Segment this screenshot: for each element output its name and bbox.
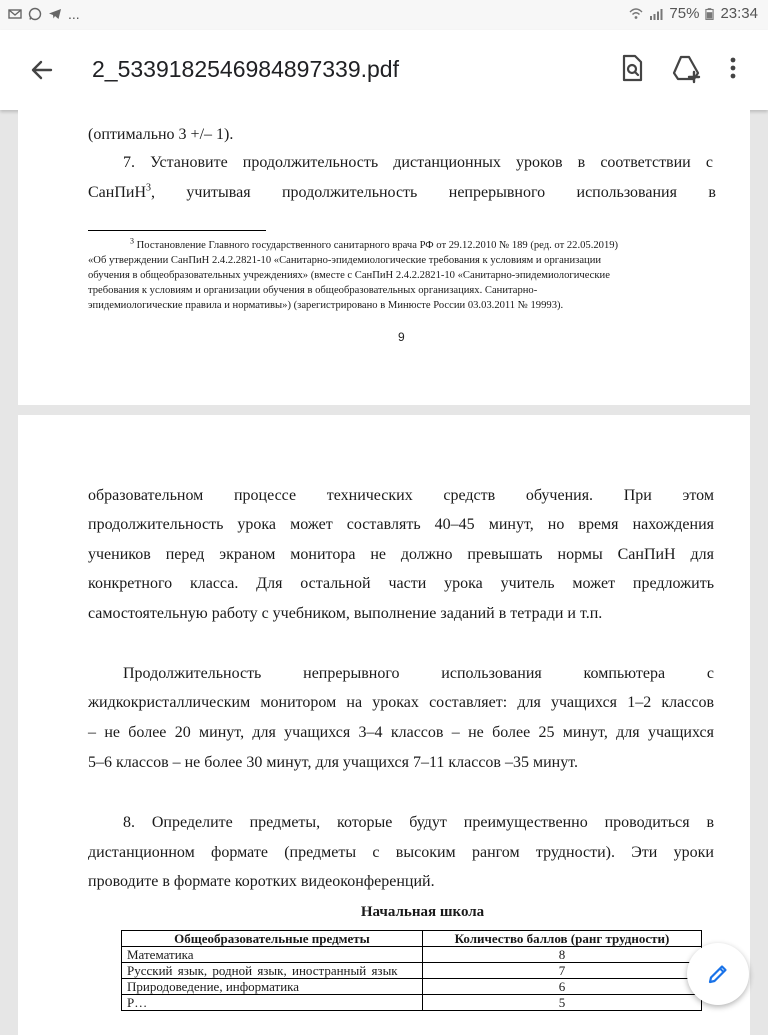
footnote-text: Постановление Главного государственного санитарного врача РФ от 29.12.2010 № 189 (ред. от 22.05.2019) xyxy=(136,240,619,251)
pencil-edit-icon xyxy=(705,961,731,987)
email-icon xyxy=(8,7,22,21)
edit-button[interactable] xyxy=(687,943,749,1005)
paragraph-line: 5–6 классов – не более 30 минут, для учащихся 7–11 классов –35 минут. xyxy=(88,754,579,771)
word: продолжительность xyxy=(281,184,418,201)
document-title: 2_5339182546984897339.pdf xyxy=(92,56,399,82)
clock: 23:34 xyxy=(720,5,758,22)
battery-icon xyxy=(705,7,714,21)
word: использования xyxy=(576,184,677,201)
paragraph-line: 8. Определите предметы, которые будут преимущественно проводиться в xyxy=(123,814,714,831)
footnote-line: эпидемиологические правила и нормативы») (зарегистрировано в Минюсте России 03.03.2011 № 19993). xyxy=(88,300,564,311)
paragraph-line: проводите в формате коротких видеоконференций. xyxy=(88,873,435,890)
word: уроков xyxy=(516,154,563,171)
word: продолжительность xyxy=(242,154,379,171)
footnote-line xyxy=(130,236,619,252)
more-notifications-dots: ... xyxy=(68,6,80,22)
paragraph-line: продолжительность урока может составлять 40–45 минут, но время нахождения xyxy=(88,516,714,533)
word: Установите xyxy=(150,154,228,171)
word: непрерывного xyxy=(448,184,546,201)
table-row xyxy=(122,995,702,1011)
table-header-row xyxy=(122,931,702,947)
page-number: 9 xyxy=(398,330,405,344)
table-row xyxy=(122,979,702,995)
status-bar-notifications xyxy=(8,6,80,22)
word: в xyxy=(577,154,586,171)
word: 7. xyxy=(123,154,135,171)
table-row xyxy=(122,947,702,963)
item-7-line-2 xyxy=(88,184,716,202)
column-header: Общеобразовательные предметы xyxy=(122,931,423,947)
paragraph-line: Продолжительность непрерывного использования компьютера с xyxy=(123,665,714,682)
paragraph-line: образовательном процессе технических средств обучения. При этом xyxy=(88,487,714,504)
add-to-drive-icon[interactable] xyxy=(668,50,704,86)
paragraph-line: конкретного класса. Для остальной части урока учитель может предложить xyxy=(88,575,714,592)
pdf-page-9 xyxy=(18,110,750,405)
paragraph-line: учеников перед экраном монитора не должно превышать нормы СанПиН для xyxy=(88,546,714,563)
table-row xyxy=(122,963,702,979)
app-bar xyxy=(0,30,768,110)
pdf-page-10 xyxy=(18,415,750,1035)
item-7-line-1 xyxy=(123,154,713,172)
wifi-icon xyxy=(629,7,643,21)
word: с xyxy=(705,154,713,171)
battery-level: 75% xyxy=(669,5,700,22)
footnote-line: требования к условиям и организации обучения в общеобразовательных организациях. Санитарно- xyxy=(88,285,538,296)
score-cell: 5 xyxy=(423,995,702,1011)
word: СанПиН xyxy=(88,184,147,201)
footnote-line: обучения в общеобразовательных учреждениях» (вместе с СанПиН 2.4.2.2821-10 «Санитарно-эпидемиологические xyxy=(88,270,610,281)
text-line: (оптимально 3 +/– 1). xyxy=(88,126,234,143)
footnote-line: «Об утверждении СанПиН 2.4.2.2821-10 «Санитарно-эпидемиологические требования к условиям и организации xyxy=(88,255,602,266)
footnote-mark: 3 xyxy=(130,236,134,246)
search-document-icon[interactable] xyxy=(614,50,650,86)
difficulty-table xyxy=(121,930,702,1011)
whatsapp-icon xyxy=(28,7,42,21)
score-cell: 6 xyxy=(423,979,702,995)
footnote-divider xyxy=(88,230,266,231)
word-with-footnote: СанПиН$^3$, xyxy=(88,182,156,201)
telegram-icon xyxy=(48,7,62,21)
score-cell: 8 xyxy=(423,947,702,963)
word: учитывая xyxy=(186,184,251,201)
paragraph-line: дистанционном формате (предметы с высоким рангом трудности). Эти уроки xyxy=(88,844,714,861)
table-title: Начальная школа xyxy=(360,904,485,920)
status-bar xyxy=(0,0,768,30)
status-bar-system xyxy=(629,5,758,22)
subject-cell: Природоведение, информатика xyxy=(122,979,423,995)
more-vert-icon[interactable] xyxy=(718,50,748,86)
column-header: Количество баллов (ранг трудности) xyxy=(423,931,702,947)
word: дистанционных xyxy=(393,154,501,171)
word: в xyxy=(708,184,716,201)
subject-cell: Р… xyxy=(122,995,423,1011)
subject-cell: Русский язык, родной язык, иностранный язык xyxy=(122,963,423,979)
signal-icon xyxy=(649,7,663,21)
paragraph-line: – не более 20 минут, для учащихся 3–4 классов – не более 25 минут, для учащихся xyxy=(88,724,714,741)
footnote-ref[interactable]: 3 xyxy=(146,182,152,194)
subject-cell: Математика xyxy=(122,947,423,963)
arrow-back-icon[interactable] xyxy=(24,52,60,88)
word: соответствии xyxy=(600,154,691,171)
score-cell: 7 xyxy=(423,963,702,979)
paragraph-line: жидкокристаллическим монитором на уроках составляет: для учащихся 1–2 классов xyxy=(88,694,714,711)
paragraph-line: самостоятельную работу с учебником, выполнение заданий в тетради и т.п. xyxy=(88,605,603,622)
